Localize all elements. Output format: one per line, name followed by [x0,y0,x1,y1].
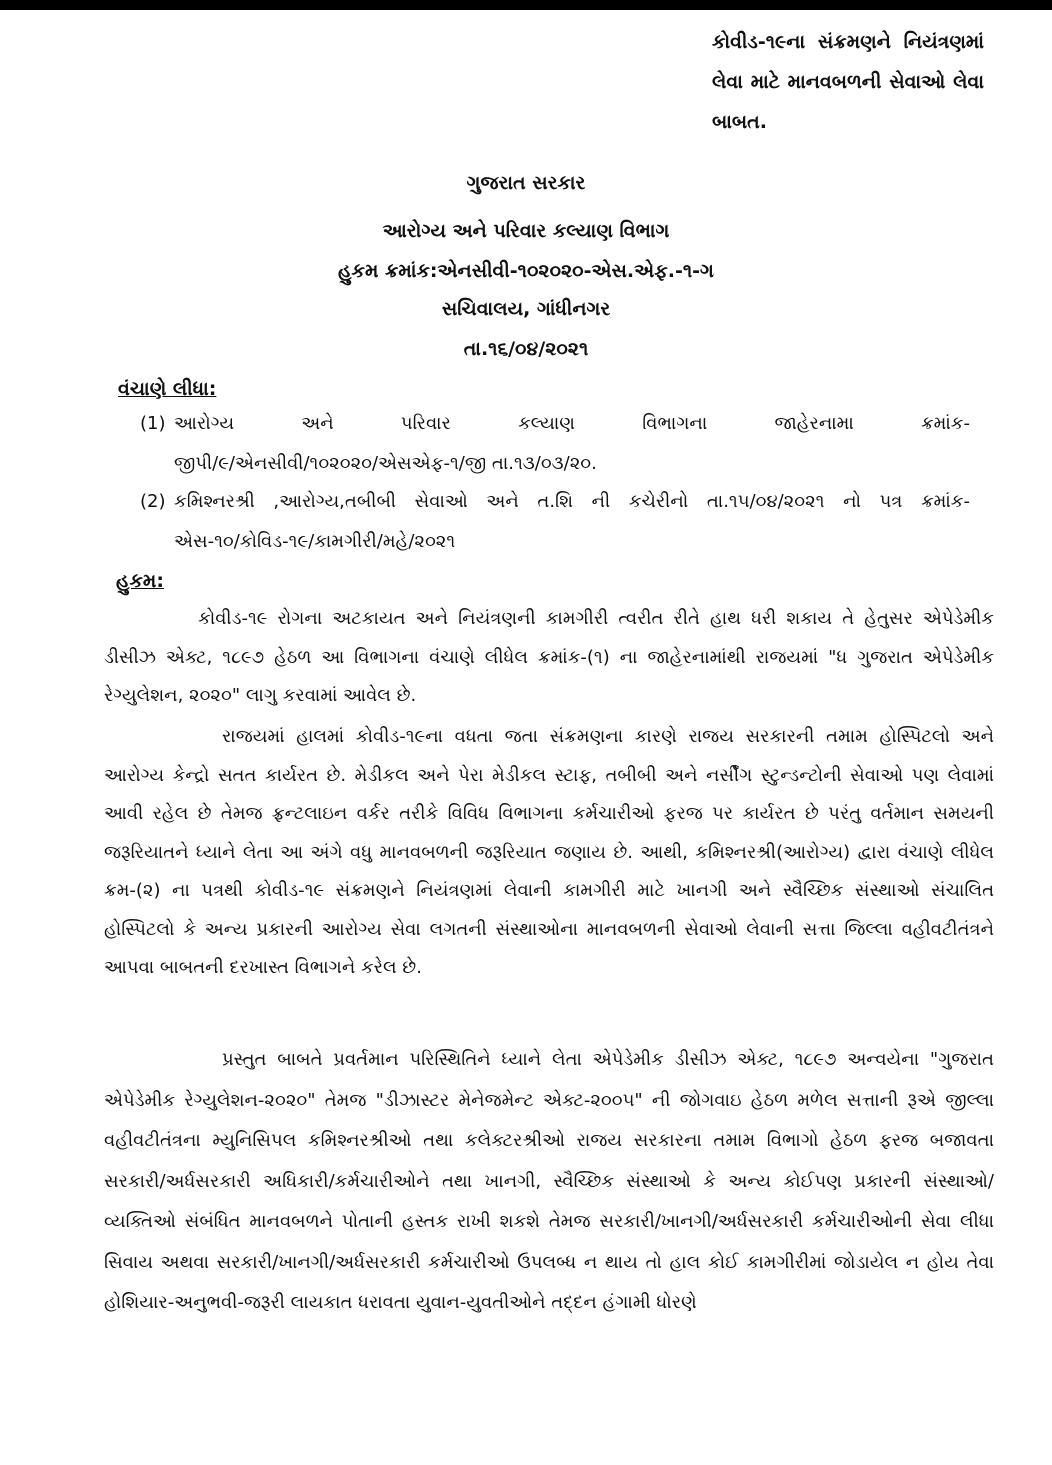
reference-line-1: કમિશ્નરશ્રી ,આરોગ્ય,તબીબી સેવાઓ અને ત.શિ ની કચેરીનો તા.૧૫/૦૪/૨૦૨૧ નો પત્ર ક્રમાંક- [174,491,970,512]
reference-line-2: એસ-૧૦/કોવિડ-૧૯/કામગીરી/મહે/૨૦૨૧ [174,531,456,552]
references-heading: વંચાણે લીધા: [118,378,217,400]
reference-item-2 [140,482,970,562]
reference-item-1 [140,404,970,484]
order-paragraph-2: રાજયમાં હાલમાં કોવીડ-૧૯ના વધતા જતા સંક્રમણના કારણે રાજય સરકારની તમામ હોસ્પિટલો અને આરોગ્ય કેન્દ્રો સતત કાર્યરત છે. મેડીકલ અને પેરા મેડીકલ સ્ટાફ, તબીબી અને નર્સીંગ સ્ટુન્ડન્ટોની સેવાઓ પણ લેવામાં આવી રહેલ છે તેમજ ફ્રન્ટલાઇન વર્કર તરીકે વિવિધ વિભાગના કર્મચારીઓ ફરજ પર કાર્યરત છે પરંતુ વર્તમાન સમયની જરૂરિયાતને ધ્યાને લેતા આ અંગે વધુ માનવબળની જરૂરિયાત જણાય છે. આથી, કમિશ્નરશ્રી(આરોગ્ય) દ્વારા વંચાણે લીધેલ ક્રમ-(૨) ના પત્રથી કોવીડ-૧૯ સંક્રમણને નિયંત્રણમાં લેવાની કામગીરી માટે ખાનગી અને સ્વૈચ્છિક સંસ્થાઓ સંચાલિત હોસ્પિટલો કે અન્ય પ્રકારની આરોગ્ય સેવા લગતની સંસ્થાઓના માનવબળની સેવાઓ લેવાની સત્તા જિલ્લા વહીવટીતંત્રને આપવા બાબતની દરખાસ્ત વિભાગને કરેલ છે. [104,726,994,978]
reference-number: (2) [140,491,166,512]
order-number: હુકમ ક્રમાંક:એનસીવી-૧૦૨૦૨૦-એસ.એફ.-૧-ગ [338,260,714,282]
government-title: ગુજરાત સરકાર [466,172,586,194]
order-heading: હુકમ: [116,570,164,592]
subject-block: કોવીડ-૧૯ના સંક્રમણને નિયંત્રણમાં લેવા માટે માનવબળની સેવાઓ લેવા બાબત. [712,31,984,133]
reference-number: (1) [140,413,166,434]
order-date: તા.૧૬/૦૪/૨૦૨૧ [463,338,589,360]
office-location: સચિવાલય, ગાંધીનગર [441,298,611,320]
reference-line-2: જીપી/૯/એનસીવી/૧૦૨૦૨૦/એસએફ-૧/જી તા.૧૩/૦૩/૨૦. [174,453,597,474]
order-paragraph-1: કોવીડ-૧૯ રોગના અટકાયત અને નિયંત્રણની કામગીરી ત્વરીત રીતે હાથ ધરી શકાય તે હેતુસર એપેડેમીક ડીસીઝ એક્ટ, ૧૮૯૭ હેઠળ આ વિભાગના વંચાણે લીધેલ ક્રમાંક-(૧) ના જાહેરનામાંથી રાજયમાં "ધ ગુજરાત એપેડેમીક રેગ્યુલેશન, ૨૦૨૦" લાગુ કરવામાં આવેલ છે. [104,608,994,706]
order-paragraph-3: પ્રસ્તુત બાબતે પ્રવર્તમાન પરિસ્થિતિને ધ્યાને લેતા એપેડેમીક ડીસીઝ એક્ટ, ૧૮૯૭ અન્વયેના "ગુજરાત એપેડેમીક રેગ્યુલેશન-૨૦૨૦" તેમજ "ડીઝાસ્ટર મેનેજમેન્ટ એક્ટ-૨૦૦૫" ની જોગવાઇ હેઠળ મળેલ સત્તાની રૂએ જીલ્લા વહીવટીતંત્રના મ્યુનિસિપલ કમિશ્નરશ્રીઓ તથા કલેક્ટરશ્રીઓ રાજય સરકારના તમામ વિભાગો હેઠળ ફરજ બજાવતા સરકારી/અર્ધસરકારી અધિકારી/કર્મચારીઓને તથા ખાનગી, સ્વૈચ્છિક સંસ્થાઓ કે અન્ય કોઈપણ પ્રકારની સંસ્થાઓ/વ્યક્તિઓ સંબંધિત માનવબળને પોતાની હસ્તક રાખી શકશે તેમજ સરકારી/ખાનગી/અર્ધસરકારી કર્મચારીઓની સેવા લીધા સિવાય અથવા સરકારી/ખાનગી/અર્ધસરકારી કર્મચારીઓ ઉપલબ્ધ ન થાય તો હાલ કોઈ કામગીરીમાં જોડાયેલ ન હોય તેવા હોશિયાર-અનુભવી-જરૂરી લાયકાત ધરાવતા યુવાન-યુવતીઓને તદ્દન હંગામી ધોરણે [104,1049,994,1313]
reference-line-1: આરોગ્ય અને પરિવાર કલ્યાણ વિભાગના જાહેરનામા ક્રમાંક- [174,413,970,434]
department-title: આરોગ્ય અને પરિવાર કલ્યાણ વિભાગ [382,220,670,242]
scan-top-border [0,0,1052,10]
